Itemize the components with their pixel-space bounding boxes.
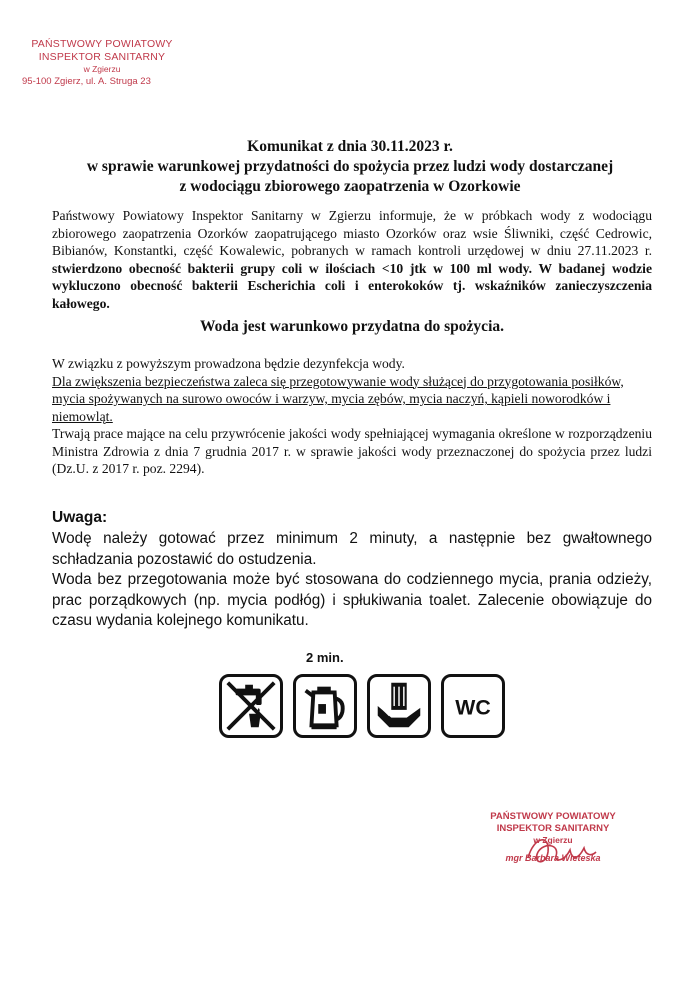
- title-line-1: Komunikat z dnia 30.11.2023 r.: [247, 138, 453, 155]
- stamp-bottom-line-1: PAŃSTWOWY POWIATOWY: [490, 811, 616, 822]
- stamp-bottom-line-3: w Zgierzu: [533, 835, 573, 845]
- note-body: [52, 529, 652, 632]
- signatory-name: mgr Barbara Wieteska: [505, 853, 601, 863]
- verdict-heading: Woda jest warunkowo przydatna do spożycia.: [200, 318, 504, 335]
- boiling-recommendation: Dla zwiększenia bezpieczeństwa zaleca się przegotowywanie wody służącej do przygotowania posiłków, mycia spożywanych na surowo owoców i warzyw, mycia zębów, mycia naczyń, kąpieli noworodków i niemowląt.: [52, 373, 624, 424]
- issuer-stamp: [22, 38, 182, 88]
- intro-bold-text: stwierdzono obecność bakterii grupy coli w ilościach <10 jtk w 100 ml wody. W badanej wodzie wykluczono obecność bakterii Escherichia coli i enterokoków tj. wskaźników zanieczyszczenia kałowego.: [52, 260, 652, 311]
- disinfection-section: [52, 355, 652, 425]
- disinfection-notice: W związku z powyższym prowadzona będzie dezynfekcja wody.: [52, 356, 405, 371]
- washing-hands-icon: [367, 674, 431, 738]
- title-line-3: z wodociągu zbiorowego zaopatrzenia w Ozorkowie: [179, 178, 521, 195]
- stamp-line-2: INSPEKTOR SANITARNY: [38, 51, 166, 63]
- title-line-2: w sprawie warunkowej przydatności do spożycia przez ludzi wody dostarczanej: [86, 158, 614, 175]
- note-heading: Uwaga:: [52, 509, 108, 526]
- handwritten-signature: [520, 826, 600, 876]
- wc-icon: [441, 674, 505, 738]
- intro-text: Państwowy Powiatowy Inspektor Sanitarny w Zgierzu informuje, że w próbkach wody z wodociągu zbiorowego zaopatrzenia Ozorków zaopatrującego miasto Ozorków oraz wsie Śliwniki, część Cedrowic, Bibianów, Konstantki, część Kowalewic, pobranych w ramach kontroli urzędowej w dniu 27.11.2023 r.: [52, 208, 652, 259]
- wc-label: WC: [455, 695, 491, 720]
- document-title: [50, 137, 650, 197]
- intro-paragraph: [52, 207, 652, 313]
- stamp-line-3: w Zgierzu: [83, 64, 121, 74]
- no-tap-water-icon: [219, 674, 283, 738]
- repair-paragraph: Trwają prace mające na celu przywrócenie jakości wody spełniającej wymagania określone w rozporządzeniu Ministra Zdrowia z dnia 7 grudnia 2017 r. w sprawie jakości wody przeznaczonej do spożycia przez ludzi (Dz.U. z 2017 r. poz. 2294).: [52, 426, 652, 477]
- kettle-icon: [293, 674, 357, 738]
- note-boiling: Wodę należy gotować przez minimum 2 minuty, a następnie bez gwałtownego schładzania pozostawić do ostudzenia.: [52, 530, 652, 568]
- boil-time-caption: 2 min.: [306, 650, 344, 665]
- stamp-line-1: PAŃSTWOWY POWIATOWY: [31, 38, 173, 50]
- note-usage: Woda bez przegotowania może być stosowana do codziennego mycia, prania odzieży, prac porządkowych (np. mycia podłóg) i spłukiwania toalet. Zalecenie obowiązuje do czasu wydania kolejnego komunikatu.: [52, 571, 652, 629]
- stamp-bottom-line-2: INSPEKTOR SANITARNY: [496, 823, 610, 834]
- stamp-address: 95-100 Zgierz, ul. A. Struga 23: [22, 76, 151, 87]
